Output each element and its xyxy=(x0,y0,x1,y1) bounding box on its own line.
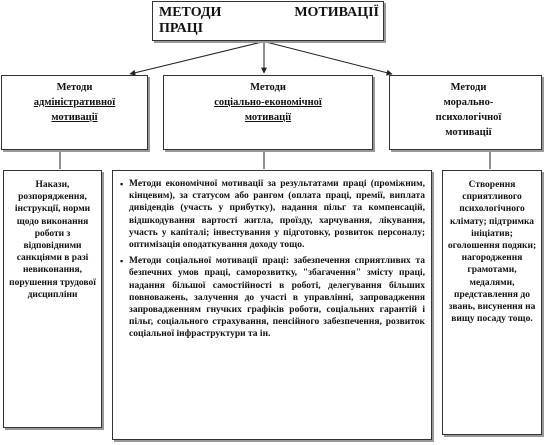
detail-administrative xyxy=(3,170,102,428)
category-label: соціально-економічної xyxy=(214,97,322,108)
arrow-to-moral xyxy=(266,42,392,74)
category-moral-psychological xyxy=(389,75,542,150)
title-word-1: МЕТОДИ xyxy=(159,5,222,20)
detail-text: Накази, розпорядження, інструкції, норми щодо виконання роботи з відповідними санкціями в разі невиконання, порушення трудової дисципліни xyxy=(9,180,96,300)
category-label: Методи xyxy=(250,82,286,93)
detail-text: Методи соціальної мотивації праці: забезпечення сприятливих та безпечних умов праці, саморозвитку, "збагачення" змісту праці, надання більшої самостійності в роботі, делегування більших повноважень, залучення до участі в управлінні, запровадження запровадженням гнучких графіків роботи, соціальних гарантій і пільг, соціального страхування, пенсійного забезпечення, розвиток соціальної інфраструктури та ін. xyxy=(129,256,425,340)
detail-list xyxy=(119,178,425,341)
detail-socio-economic xyxy=(112,170,432,440)
detail-moral-psychological xyxy=(442,170,542,435)
diagram-title xyxy=(152,1,384,41)
detail-text: Створення сприятливого психологічного клімату; підтримка ініціатив; оголошення подяки; нагородження грамотами, медалями, представлення до звань, висунення на вищу посаду тощо. xyxy=(447,180,537,325)
category-label: морально- xyxy=(443,97,494,108)
category-label: Методи xyxy=(56,82,93,93)
category-label: мотивації xyxy=(445,127,492,138)
category-label: адміністративної xyxy=(33,97,116,108)
bullet-icon: ▪ xyxy=(120,179,124,189)
category-label: Методи xyxy=(450,82,487,93)
title-word-3: ПРАЦІ xyxy=(159,21,204,36)
list-item xyxy=(119,255,425,340)
category-socio-economic xyxy=(163,75,373,150)
category-label: психологічної xyxy=(435,112,502,123)
category-administrative xyxy=(1,75,148,150)
list-item xyxy=(119,178,425,251)
category-label: мотивації xyxy=(244,112,292,123)
detail-text: Методи економічної мотивації за результатами праці (проміжним, кінцевим), за статусом або рангом (оплата праці, премії, виплата дивідендів (участь у прибутку), надання пільг та компенсацій, відшкодування вартості житла, проїзду, харчування, лікування, участь у капіталі; інвестування у підготовку, розвиток персоналу; оптимізація оподаткування доходу тощо. xyxy=(129,179,425,251)
arrow-to-administrative xyxy=(130,42,262,74)
bullet-icon: ▪ xyxy=(120,256,124,267)
category-label: мотивації xyxy=(51,112,98,123)
title-word-2: МОТИВАЦІЇ xyxy=(294,5,379,20)
